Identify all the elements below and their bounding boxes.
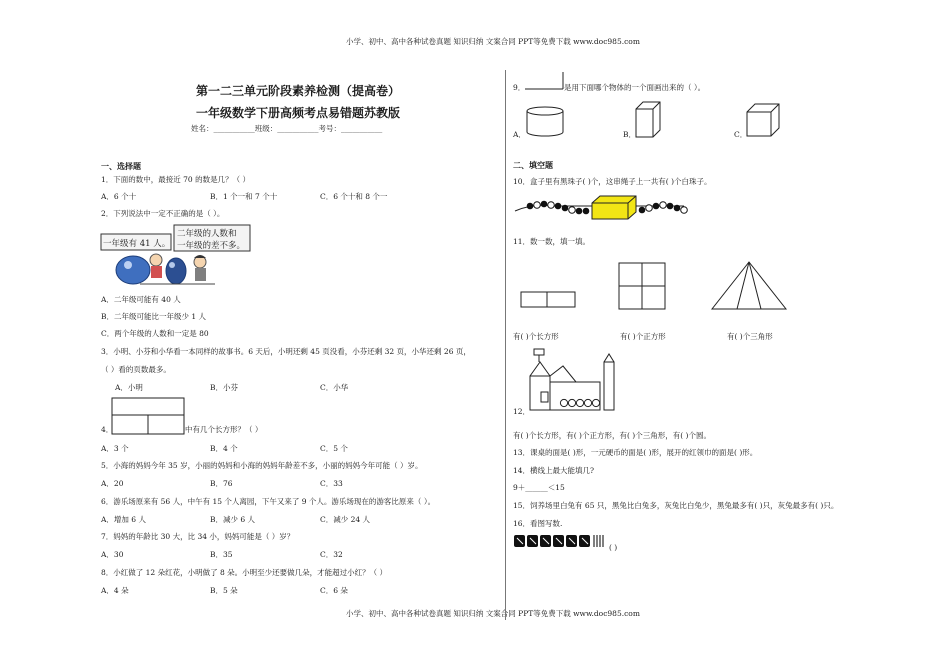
q6-option-a: A．增加 6 人 <box>101 515 146 524</box>
q4-option-b: B．4 个 <box>210 444 238 453</box>
exam-title: 第一二三单元阶段素养检测（提高卷） <box>196 84 401 98</box>
q7-option-a: A．30 <box>101 550 124 559</box>
q16-stem: 16．看图写数. <box>513 519 563 528</box>
cylinder-icon <box>525 106 565 138</box>
q9-shape-outline <box>524 71 564 91</box>
q6-option-b: B．减少 6 人 <box>210 515 256 524</box>
q11-square-count: 有( )个正方形 <box>620 332 666 341</box>
q14-stem: 14．横线上最大能填几? <box>513 466 595 475</box>
q4-rectangle-figure <box>111 397 185 435</box>
q4-stem: 中有几个长方形？（ ） <box>185 425 263 434</box>
column-divider <box>505 70 506 620</box>
q9-option-b-label: B． <box>623 130 637 139</box>
q14-expression: 9＋______＜15 <box>513 483 565 492</box>
q1-option-b: B．1 个一和 7 个十 <box>210 192 278 201</box>
q8-stem: 8．小红做了 12 朵红花，小明做了 8 朵。小明至少还要做几朵，才能超过小红？（ ） <box>101 568 388 577</box>
q8-option-b: B．5 朵 <box>210 586 238 595</box>
section-choice-title: 一、选择题 <box>101 162 141 171</box>
q2-option-c: C．两个年级的人数和一定是 80 <box>101 329 209 338</box>
q3-option-a: A．小明 <box>115 383 143 392</box>
q11-squares-figure <box>618 262 666 310</box>
q2-stem: 2．下列说法中一定不正确的是（ ）。 <box>101 209 225 218</box>
q1-option-c: C．6 个十和 8 个一 <box>320 192 388 201</box>
q1-stem: 1．下面的数中，最接近 70 的数是几？（ ） <box>101 175 250 184</box>
q16-answer-blank: ( ) <box>609 543 618 552</box>
q11-rectangles-figure <box>520 291 576 308</box>
q9-stem: 是用下面哪个物体的一个面画出来的（ ）。 <box>564 83 706 92</box>
q11-triangle-count: 有( )个三角形 <box>727 332 773 341</box>
exam-subtitle: 一年级数学下册高频考点易错题苏教版 <box>196 106 401 120</box>
q3-stem-line2: （ ）看的页数最多。 <box>101 365 171 374</box>
q5-option-c: C．33 <box>320 479 343 488</box>
student-info-fields: 姓名：___________班级：___________考号：___________ <box>191 124 383 133</box>
q1-option-a: A．6 个十 <box>101 192 137 201</box>
q6-option-c: C．减少 24 人 <box>320 515 371 524</box>
cube-icon <box>746 103 780 137</box>
q7-stem: 7．妈妈的年龄比 30 大，比 34 小，妈妈可能是（ ）岁？ <box>101 532 295 541</box>
q12-castle-figure <box>528 348 620 413</box>
q2-bubble-grade2-line2: 一年级的差不多。 <box>177 241 246 251</box>
q10-bead-string-figure <box>514 193 690 223</box>
q16-counting-sticks-figure <box>513 531 609 551</box>
q2-bubble-grade1: 一年级有 41 人。 <box>103 239 171 249</box>
q8-option-a: A．4 朵 <box>101 586 129 595</box>
q2-option-a: A．二年级可能有 40 人 <box>101 295 181 304</box>
page-footer: 小学、初中、高中各种试卷真题 知识归纳 文案合同 PPT等免费下载 www.doc985.com <box>346 609 640 618</box>
q5-option-b: B．76 <box>210 479 233 488</box>
q4-option-a: A．3 个 <box>101 444 129 453</box>
q2-bubble-grade2-line1: 二年级的人数和 <box>177 229 237 239</box>
q11-stem: 11．数一数，填一填。 <box>513 237 591 246</box>
q6-stem: 6．游乐场原来有 56 人，中午有 15 个人离园，下午又来了 9 个人。游乐场现在的游客比原来（ ）。 <box>101 497 436 506</box>
q5-option-a: A．20 <box>101 479 124 488</box>
q3-option-c: C．小华 <box>320 383 349 392</box>
q7-option-c: C．32 <box>320 550 343 559</box>
q4-prefix: 4． <box>101 425 114 434</box>
q3-option-b: B．小芬 <box>210 383 239 392</box>
q3-stem-line1: 3．小明、小芬和小华看一本同样的故事书。6 天后，小明还剩 45 页没看，小芬还剩 32 页，小华还剩 26 页， <box>101 347 471 356</box>
q15-stem: 15．饲养场里白兔有 65 只，黑兔比白兔多，灰兔比白兔少，黑兔最多有( )只，灰兔最多有( )只。 <box>513 501 839 510</box>
q9-prefix: 9． <box>513 83 526 92</box>
q12-number: 12． <box>513 407 531 416</box>
q13-stem: 13．课桌的面是( )形，一元硬币的面是( )形，展开的红领巾的面是( )形。 <box>513 448 758 457</box>
q8-option-c: C．6 朵 <box>320 586 348 595</box>
q9-option-c-label: C． <box>734 130 748 139</box>
cuboid-icon <box>635 101 661 139</box>
q11-rectangle-count: 有( )个长方形 <box>513 332 559 341</box>
page-header: 小学、初中、高中各种试卷真题 知识归纳 文案合同 PPT等免费下载 www.doc985.com <box>346 37 640 46</box>
q10-stem: 10．盒子里有黑珠子( )个，这串绳子上一共有( )个白珠子。 <box>513 177 712 186</box>
q5-stem: 5．小海的妈妈今年 35 岁，小丽的妈妈和小海的妈妈年龄差不多，小丽的妈妈今年可能（ ）岁。 <box>101 461 423 470</box>
q7-option-b: B．35 <box>210 550 233 559</box>
q2-option-b: B．二年级可能比一年级少 1 人 <box>101 312 207 321</box>
q11-triangles-figure <box>710 261 788 311</box>
q9-option-a-label: A． <box>513 130 526 139</box>
q4-option-c: C．5 个 <box>320 444 348 453</box>
q12-stem: 有( )个长方形，有( )个正方形，有( )个三角形，有( )个圆。 <box>513 431 711 440</box>
section-fill-title: 二、填空题 <box>513 161 553 170</box>
